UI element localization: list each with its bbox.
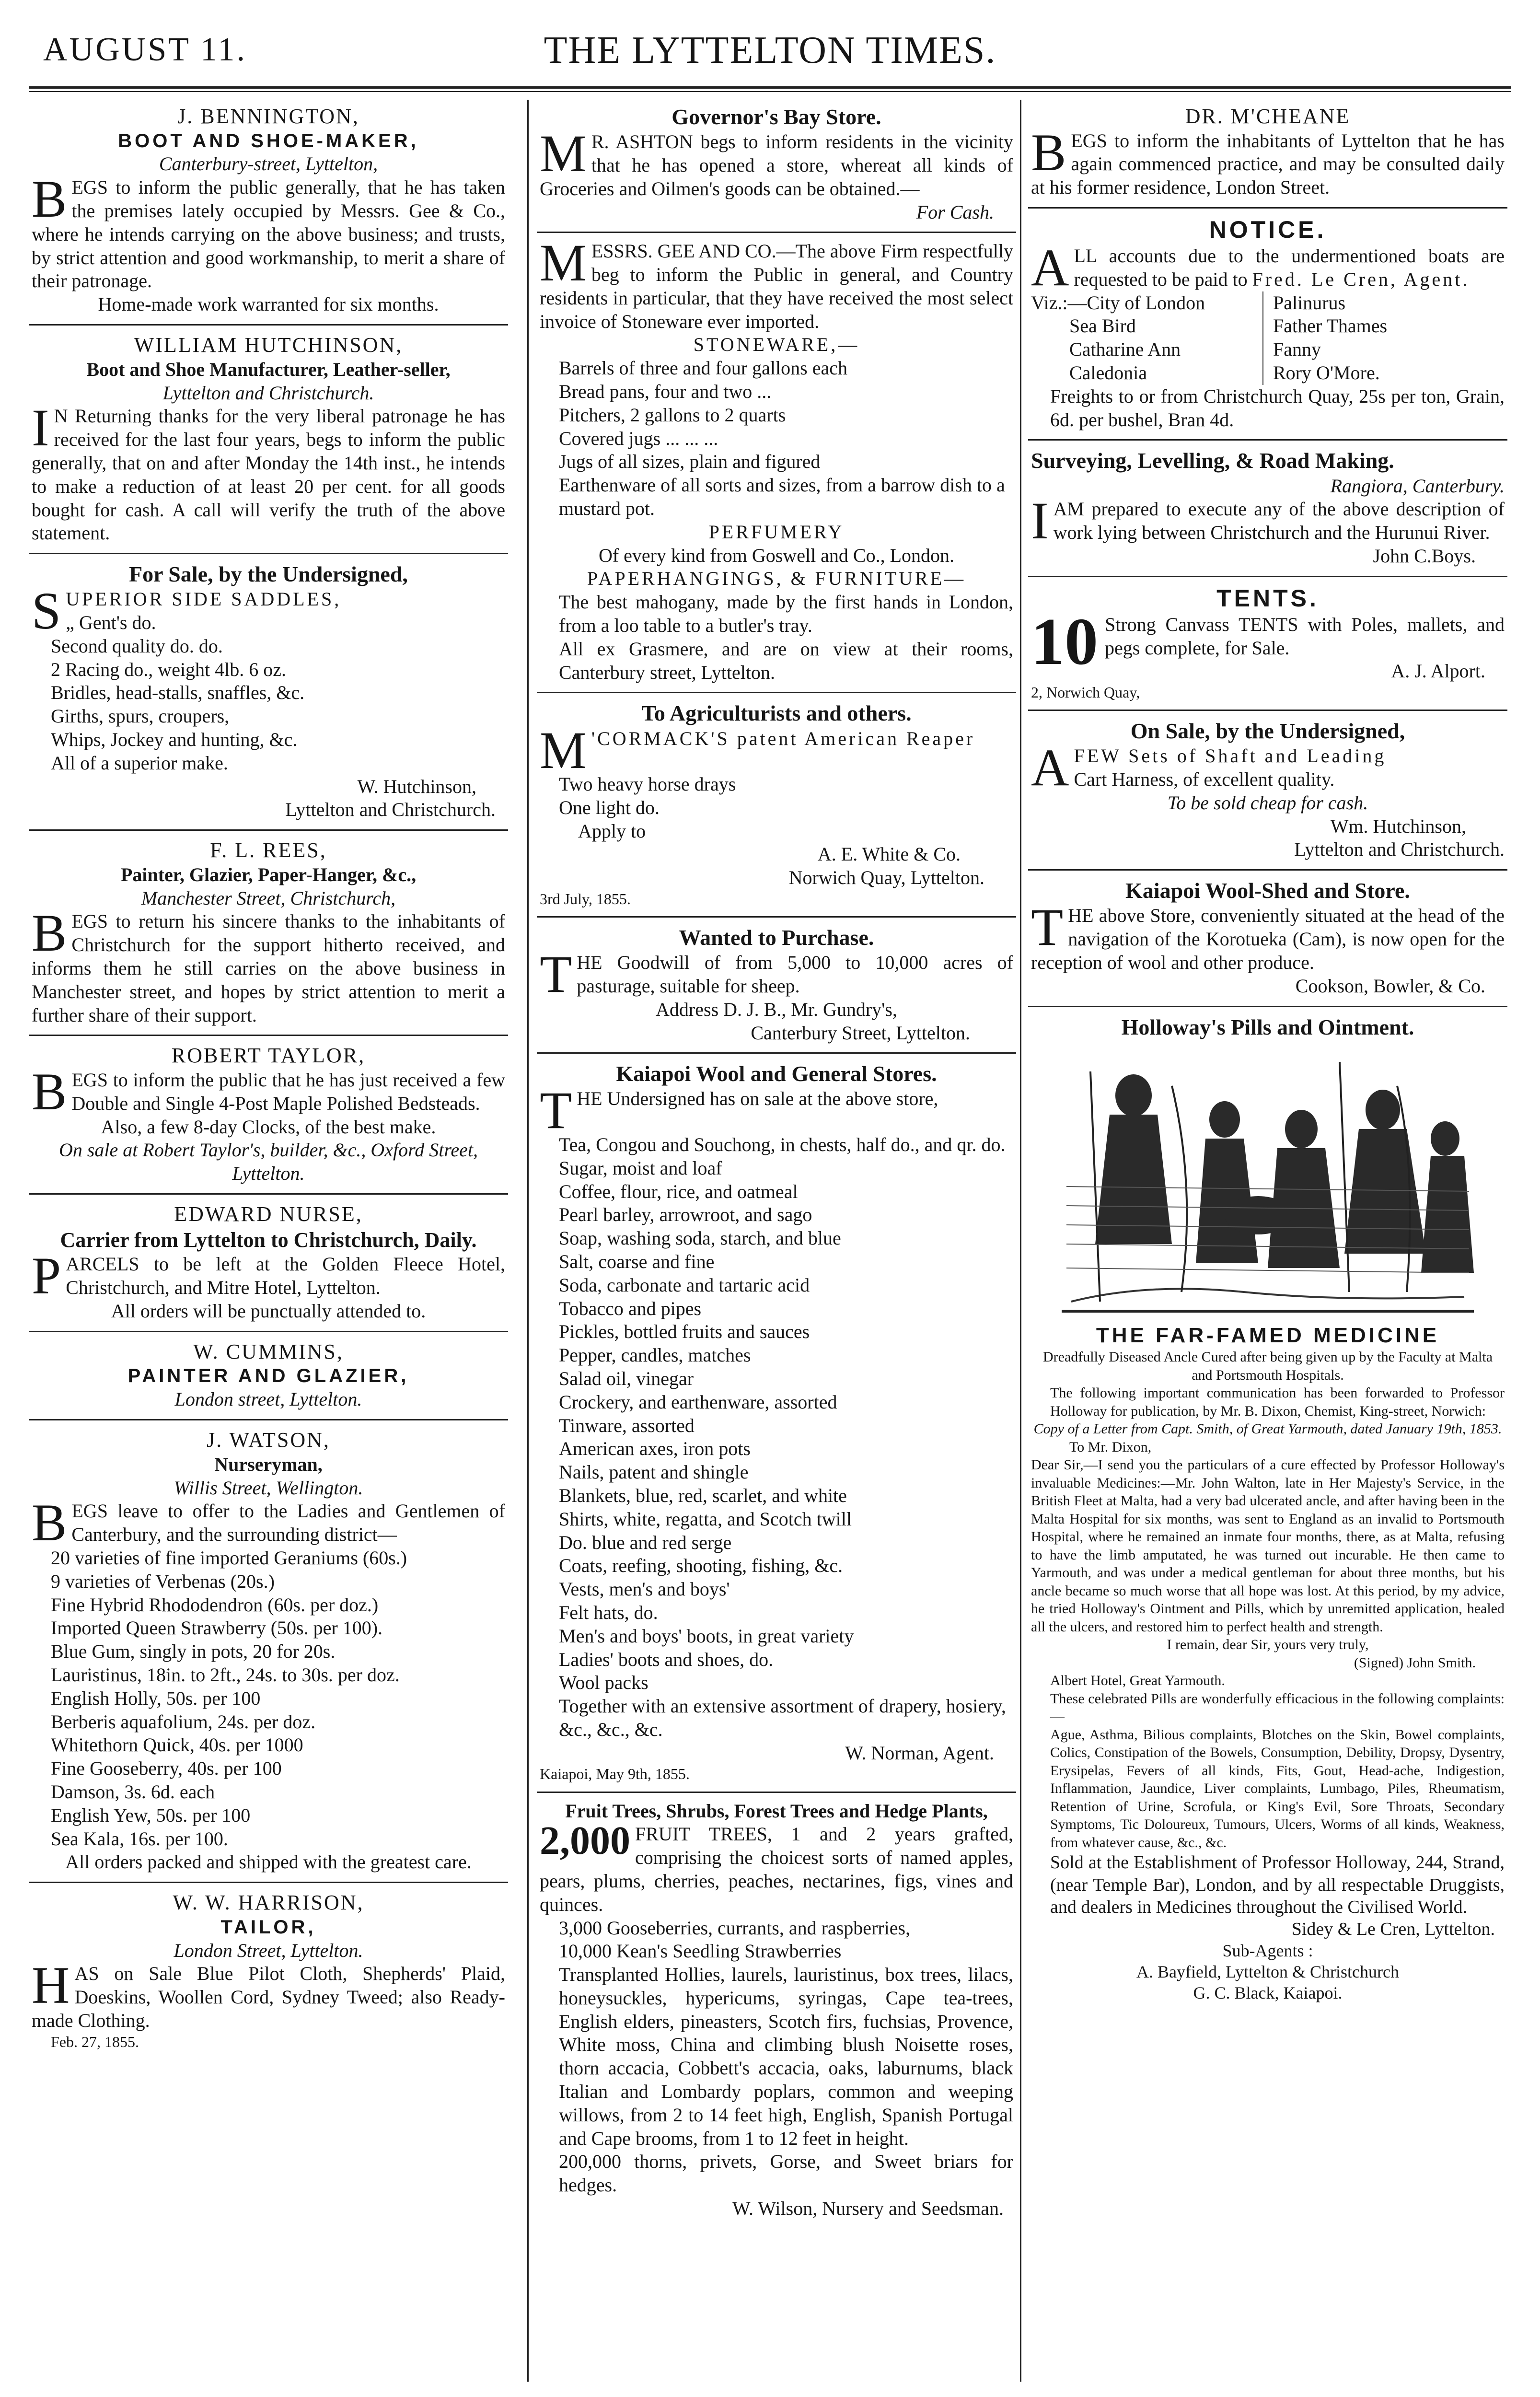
ad-first-line: UPERIOR SIDE SADDLES, xyxy=(66,588,342,610)
divider xyxy=(1028,439,1507,441)
ad-title: Kaiapoi Wool and General Stores. xyxy=(616,1061,937,1086)
ad-name: EDWARD NURSE, xyxy=(174,1202,363,1226)
drop-cap: H xyxy=(32,1956,70,2015)
list-item: Coffee, flour, rice, and oatmeal xyxy=(559,1180,798,1202)
ad-kaiapoi-stores xyxy=(537,1057,1016,1788)
ad-signature: A. J. Alport. xyxy=(1391,660,1485,682)
list-item: Earthenware of all sorts and sizes, from a barrow dish to a mustard pot. xyxy=(559,474,1005,520)
ad-name: W. CUMMINS, xyxy=(193,1339,344,1363)
ad-trade: Painter, Glazier, Paper-Hanger, &c., xyxy=(120,863,417,885)
divider xyxy=(29,829,508,831)
ad-address: Canterbury-street, Lyttelton, xyxy=(159,153,378,175)
ad-mcheane xyxy=(1028,100,1507,204)
ad-address: London Street, Lyttelton. xyxy=(174,1939,363,1961)
divider xyxy=(29,553,508,554)
list-item: Tobacco and pipes xyxy=(559,1297,702,1319)
ad-body: EGS to return his sincere thanks to the inhabitants of Christchurch for the support hitherto received, and informs them he still carries on the above business in Manchester street, and hopes by strict attention to merit a further share of their support. xyxy=(32,910,505,1026)
ad-address: Rangiora, Canterbury. xyxy=(1330,475,1505,497)
ad-signature: W. Wilson, Nursery and Seedsman. xyxy=(732,2198,1004,2220)
ad-gee xyxy=(537,233,1016,689)
column-3 xyxy=(1028,100,1507,2382)
list-item: 10,000 Kean's Seedling Strawberries xyxy=(559,1940,842,1962)
divider xyxy=(1028,207,1507,209)
ad-title: For Sale, by the Undersigned, xyxy=(129,562,408,587)
ad-title: Governor's Bay Store. xyxy=(672,105,881,129)
issue-date: AUGUST 11. xyxy=(43,31,247,68)
list-item: English Holly, 50s. per 100 xyxy=(51,1687,261,1709)
column-divider xyxy=(1020,100,1021,2382)
ad-agriculturists xyxy=(537,696,1016,913)
list-item: Vests, men's and boys' xyxy=(559,1578,730,1600)
boat-list xyxy=(1031,291,1505,385)
list-item: Pickles, bottled fruits and sauces xyxy=(559,1321,810,1343)
ad-body: EGS to inform the inhabitants of Lyttelton that he has again commenced practice, and may be consulted daily at his former residence, London Street. xyxy=(1031,129,1505,198)
list-item: Crockery, and earthenware, assorted xyxy=(559,1391,837,1413)
drop-cap: A xyxy=(1031,738,1069,797)
ad-first-line: 'CORMACK'S patent American Reaper xyxy=(591,727,975,749)
list-item: Wool packs xyxy=(559,1672,648,1694)
ad-holloway xyxy=(1028,1010,1507,2009)
drop-cap: A xyxy=(1031,238,1069,297)
ad-headline: THE FAR-FAMED MEDICINE xyxy=(1096,1323,1440,1347)
ad-title: On Sale, by the Undersigned, xyxy=(1130,719,1405,744)
list-item: Damson, 3s. 6d. each xyxy=(51,1780,215,1803)
drop-cap: B xyxy=(32,1493,67,1552)
ad-note: Copy of a Letter from Capt. Smith, of Great Yarmouth, dated January 19th, 1853. xyxy=(1033,1421,1502,1437)
ad-note: To be sold cheap for cash. xyxy=(1167,791,1368,814)
ad-signature: Lyttelton and Christchurch. xyxy=(285,799,496,821)
divider xyxy=(29,324,508,326)
letter-signature: (Signed) John Smith. xyxy=(1354,1654,1476,1671)
masthead-rule xyxy=(29,86,1511,89)
list-item: Sea Bird xyxy=(1069,315,1136,337)
column-2 xyxy=(537,100,1016,2382)
letter-body: Dear Sir,—I send you the particulars of a cure effected by Professor Holloway's invaluable Medicines:—Mr. John Walton, late in Her Majesty's Service, in the British Fleet at Malta, had a very bad ulcerated ancle, and after having been in the Malta Hospital for six months, was sent to England as an invalid to Portsmouth Hospital, where he remained an inmate four months, there, as at Malta, refusing to have the limb amputated, he was turned out incurable. He then came to Yarmouth, and was under a medical gentleman for about three months, but his ancle became so much worse that all hope was lost. At this period, by my advice, he tried Holloway's Ointment and Pills, which by unremitted application, healed all the ulcers, and restored him to perfect health and strength. xyxy=(1031,1457,1505,1635)
ad-trade: BOOT AND SHOE-MAKER, xyxy=(118,130,419,151)
ad-wanted xyxy=(537,920,1016,1049)
list-item: Fanny xyxy=(1273,338,1321,361)
drop-cap: I xyxy=(32,398,49,457)
engraving-illustration xyxy=(1052,1043,1483,1321)
ad-hutchinson xyxy=(29,328,508,550)
ad-name: J. WATSON, xyxy=(207,1428,330,1452)
large-number: 10 xyxy=(1031,604,1098,679)
list-item: City of London xyxy=(1087,291,1205,314)
divider xyxy=(1028,869,1507,871)
ad-body: HE above Store, conveniently situated at the head of the navigation of the Korotueka (Cam), is now open for the reception of wool and other produce. xyxy=(1031,905,1505,973)
ad-trade: Carrier from Lyttelton to Christchurch, Daily. xyxy=(60,1228,477,1252)
list-item: Girths, spurs, croupers, xyxy=(51,705,230,727)
ad-note: Freights to or from Christchurch Quay, 25s per ton, Grain, 6d. per bushel, Bran 4d. xyxy=(1050,385,1505,431)
viz-label: Viz.:— xyxy=(1031,291,1087,314)
list-item: Soap, washing soda, starch, and blue xyxy=(559,1227,841,1249)
list-item: One light do. xyxy=(559,796,660,818)
ad-woolshed xyxy=(1028,873,1507,1002)
ad-body: Cart Harness, of excellent quality. xyxy=(1074,768,1335,791)
ad-surveying xyxy=(1028,443,1507,572)
ad-name: W. W. HARRISON, xyxy=(173,1891,364,1915)
ad-trade: Nurseryman, xyxy=(214,1453,323,1475)
ad-title: TENTS. xyxy=(1216,584,1319,612)
divider xyxy=(29,1331,508,1332)
list-item: Jugs of all sizes, plain and figured xyxy=(559,451,821,473)
ad-name: WILLIAM HUTCHINSON, xyxy=(134,333,403,357)
list-item: Fine Hybrid Rhododendron (60s. per doz.) xyxy=(51,1594,379,1616)
ad-date: Feb. 27, 1855. xyxy=(51,2033,139,2050)
ad-title: Kaiapoi Wool-Shed and Store. xyxy=(1125,878,1410,903)
ad-address: London street, Lyttelton. xyxy=(174,1388,362,1410)
ad-body: AM prepared to execute any of the above description of work lying between Christchurch and the Hurunui River. xyxy=(1053,498,1505,544)
ad-body: The best mahogany, made by the first hands in London, from a loo table to a butler's tray. xyxy=(559,591,1013,637)
list-item: Bridles, head-stalls, snaffles, &c. xyxy=(51,682,305,704)
ad-body: EGS to inform the public that he has just received a few Double and Single 4-Post Maple Polished Bedsteads. xyxy=(71,1069,505,1114)
ad-body: 200,000 thorns, privets, Gorse, and Sweet briars for hedges. xyxy=(559,2151,1013,2196)
newspaper-page xyxy=(29,19,1511,2387)
drop-cap: S xyxy=(32,582,61,640)
list-item: Blankets, blue, red, scarlet, and white xyxy=(559,1484,847,1506)
ad-note: For Cash. xyxy=(916,201,994,223)
ad-cummins xyxy=(29,1335,508,1416)
ad-note: On sale at Robert Taylor's, builder, &c., Oxford Street, Lyttelton. xyxy=(58,1139,478,1185)
ad-subheadline: Dreadfully Diseased Ancle Cured after being given up by the Faculty at Malta and Portsmouth Hospitals. xyxy=(1042,1349,1493,1383)
ad-body: N Returning thanks for the very liberal patronage he has received for the last four years, begs to inform the public generally, that on and after Monday the 14th inst., he intends to make a reduction of at least 20 per cent. for all goods bought for cash. A call will verify the truth of the above statement. xyxy=(32,405,505,544)
ad-title: Fruit Trees, Shrubs, Forest Trees and Hedge Plants, xyxy=(565,1800,988,1822)
list-item: 2 Racing do., weight 4lb. 6 oz. xyxy=(51,658,287,680)
list-item: Salad oil, vinegar xyxy=(559,1367,694,1389)
ad-address: Canterbury Street, Lyttelton. xyxy=(751,1022,970,1044)
ad-body: AS on Sale Blue Pilot Cloth, Shepherds' Plaid, Doeskins, Woollen Cord, Sydney Tweed; also Ready-made Clothing. xyxy=(32,1963,505,2031)
list-item: 20 varieties of fine imported Geraniums (60s.) xyxy=(51,1547,407,1569)
divider xyxy=(29,1193,508,1195)
list-item: Together with an extensive assortment of drapery, hosiery, &c., &c., &c. xyxy=(559,1695,1006,1740)
list-item: Berberis aquafolium, 24s. per doz. xyxy=(51,1710,316,1733)
divider xyxy=(1028,710,1507,711)
ad-body: EGS leave to offer to the Ladies and Gentlemen of Canterbury, and the surrounding district— xyxy=(71,1500,505,1546)
drop-cap: T xyxy=(540,945,572,1004)
list-item: Sea Kala, 16s. per 100. xyxy=(51,1827,228,1850)
ad-harrison xyxy=(29,1886,508,2056)
ad-note: To Mr. Dixon, xyxy=(1069,1439,1152,1455)
ad-signature: Lyttelton and Christchurch. xyxy=(1294,838,1505,861)
list-item: Bread pans, four and two ... xyxy=(559,381,772,403)
divider xyxy=(29,1419,508,1420)
divider xyxy=(1028,576,1507,577)
drop-cap: M xyxy=(540,721,587,780)
ad-signature: Sidey & Le Cren, Lyttelton. xyxy=(1291,1919,1495,1940)
ad-body: HE Goodwill of from 5,000 to 10,000 acres of pasturage, suitable for sheep. xyxy=(577,952,1013,997)
drop-cap: T xyxy=(1031,898,1064,957)
ad-date: 3rd July, 1855. xyxy=(540,890,631,908)
list-item: Apply to xyxy=(578,820,646,842)
ad-date: Kaiapoi, May 9th, 1855. xyxy=(540,1765,690,1783)
ad-title: Wanted to Purchase. xyxy=(679,925,874,950)
ad-title: To Agriculturists and others. xyxy=(641,701,912,726)
ad-signature: A. Bayfield, Lyttelton & Christchurch xyxy=(1136,1962,1399,1981)
list-item: Felt hats, do. xyxy=(559,1601,658,1623)
list-item: Barrels of three and four gallons each xyxy=(559,357,847,379)
list-item: 3,000 Gooseberries, currants, and raspberries, xyxy=(559,1917,911,1939)
ad-address: Willis Street, Wellington. xyxy=(174,1477,363,1499)
ad-body: Strong Canvass TENTS with Poles, mallets, and pegs complete, for Sale. xyxy=(1105,613,1505,659)
ad-bennington xyxy=(29,100,508,321)
list-item: Whitethorn Quick, 40s. per 1000 xyxy=(51,1734,303,1756)
ad-note: All orders packed and shipped with the greatest care. xyxy=(65,1851,472,1873)
ad-fruit-trees xyxy=(537,1796,1016,2225)
list-item: Fine Gooseberry, 40s. per 100 xyxy=(51,1757,282,1780)
ad-saddles xyxy=(29,557,508,826)
ad-name: ROBERT TAYLOR, xyxy=(171,1044,366,1068)
list-item: Lauristinus, 18in. to 2ft., 24s. to 30s. per doz. xyxy=(51,1664,400,1686)
ad-signature: A. E. White & Co. xyxy=(817,843,961,865)
ad-body: Transplanted Hollies, laurels, lauristinus, box trees, lilacs, honeysuckles, hypericums, syringas, Cape tea-trees, English elders, pineasters, Scotch firs, fuchsias, Provence, White moss, China and climbing blush Noisette roses, thorn accacia, Cobbett's accacia, oaks, laburnums, black Italian and Lombardy poplars, common and weeping willows, from 2 to 14 feet high, English, Spanish Portugal and Cape brooms, from 1 to 12 feet in height. xyxy=(559,1964,1013,2149)
ad-note: Also, a few 8-day Clocks, of the best make. xyxy=(101,1116,436,1138)
drop-cap: M xyxy=(540,124,587,183)
list-item: English Yew, 50s. per 100 xyxy=(51,1804,251,1826)
drop-cap: P xyxy=(32,1246,61,1305)
ad-body: LL accounts due to the undermentioned boats are requested to be paid to xyxy=(1074,245,1505,290)
ad-signature: G. C. Black, Kaiapoi. xyxy=(1193,1983,1343,2002)
drop-cap: T xyxy=(540,1081,572,1140)
list-item: Men's and boys' boots, in great variety xyxy=(559,1625,854,1647)
ad-first-line: FEW Sets of Shaft and Leading xyxy=(1074,745,1387,767)
list-item: Do. blue and red serge xyxy=(559,1531,732,1553)
divider xyxy=(537,1792,1016,1793)
ad-taylor xyxy=(29,1039,508,1190)
list-item: All of a superior make. xyxy=(51,752,228,774)
list-item: Coats, reefing, shooting, fishing, &c. xyxy=(559,1555,843,1577)
ad-name: DR. M'CHEANE xyxy=(1185,105,1351,128)
ad-tents xyxy=(1028,580,1507,707)
list-item: Whips, Jockey and hunting, &c. xyxy=(51,728,298,750)
list-item: Second quality do. do. xyxy=(51,635,223,657)
list-item: Ladies' boots and shoes, do. xyxy=(559,1648,774,1670)
column-1 xyxy=(29,100,508,2382)
ad-signature: Norwich Quay, Lyttelton. xyxy=(788,867,984,889)
ad-first-line: HE Undersigned has on sale at the above store, xyxy=(577,1088,938,1110)
ad-body: R. ASHTON begs to inform residents in the vicinity that he has opened a store, whereat all kinds of Groceries and Oilmen's goods can be obtained.— xyxy=(540,131,1013,199)
list-item: Caledonia xyxy=(1069,362,1147,384)
drop-cap: M xyxy=(540,233,587,292)
ad-notice xyxy=(1028,211,1507,436)
ad-note: All orders will be punctually attended to. xyxy=(111,1300,426,1322)
list-item: 9 varieties of Verbenas (20s.) xyxy=(51,1570,275,1592)
list-item: Rory O'More. xyxy=(1273,362,1380,384)
ad-trade: PAINTER AND GLAZIER, xyxy=(127,1365,409,1387)
ad-body: Sold at the Establishment of Professor Holloway, 244, Strand, (near Temple Bar), London, and by all respectable Druggists, and dealers in Medicines throughout the Civilised World. xyxy=(1050,1852,1505,1918)
drop-cap: B xyxy=(1031,123,1066,182)
list-item: Pepper, candles, matches xyxy=(559,1344,751,1366)
masthead-title: THE LYTTELTON TIMES. xyxy=(544,29,996,71)
ad-title: NOTICE. xyxy=(1209,216,1327,244)
masthead-rule-thin xyxy=(29,91,1511,92)
ad-address: 2, Norwich Quay, xyxy=(1031,684,1140,701)
divider xyxy=(537,692,1016,693)
ad-name: J. BENNINGTON, xyxy=(177,105,359,128)
ad-address: Manchester Street, Christchurch, xyxy=(141,887,396,909)
ad-harness xyxy=(1028,714,1507,866)
ad-watson xyxy=(29,1423,508,1879)
list-item: Shirts, white, regatta, and Scotch twill xyxy=(559,1508,852,1530)
list-item: Two heavy horse drays xyxy=(559,773,736,795)
list-item: Sugar, moist and loaf xyxy=(559,1157,722,1179)
ad-nurse xyxy=(29,1198,508,1328)
divider xyxy=(537,232,1016,233)
list-item: Nails, patent and shingle xyxy=(559,1461,749,1483)
ad-name: F. L. REES, xyxy=(210,838,327,862)
ad-rees xyxy=(29,834,508,1032)
complaints-list: Ague, Asthma, Bilious complaints, Blotches on the Skin, Bowel complaints, Colics, Constipation of the Bowels, Consumption, Debility, Dropsy, Dysentry, Erysipelas, Fevers of all kinds, Fits, Gout, Head-ache, Indigestion, Inflammation, Jaundice, Liver complaints, Lumbago, Piles, Rheumatism, Retention of Urine, Scrofula, or King's Evil, Sore Throats, Secondary Symptoms, Tic Doloureux, Tumours, Ulcers, Worms of all kinds, Weakness, from whatever cause, &c., &c. xyxy=(1050,1726,1505,1850)
ad-title: Surveying, Levelling, & Road Making. xyxy=(1031,448,1394,473)
ad-signature: Wm. Hutchinson, xyxy=(1330,815,1466,837)
list-item: Catharine Ann xyxy=(1069,338,1181,361)
ad-signature: Cookson, Bowler, & Co. xyxy=(1295,975,1485,997)
ad-title: Holloway's Pills and Ointment. xyxy=(1121,1014,1414,1039)
list-item: Soda, carbonate and tartaric acid xyxy=(559,1274,810,1296)
list-item: Pearl barley, arrowroot, and sago xyxy=(559,1204,812,1226)
list-item: Pitchers, 2 gallons to 2 quarts xyxy=(559,404,786,426)
ad-address: Lyttelton and Christchurch. xyxy=(162,382,374,404)
ad-body: FRUIT TREES, 1 and 2 years grafted, comprising the choicest sorts of named apples, pears, plums, cherries, peaches, nectarines, figs, vines and quinces. xyxy=(540,1823,1013,1915)
divider xyxy=(29,1035,508,1036)
ad-trade: TAILOR, xyxy=(220,1916,316,1938)
drop-cap: I xyxy=(1031,491,1049,550)
ad-body: The following important communication has been forwarded to Professor Holloway for publication, by Mr. B. Dixon, Chemist, King-street, Norwich: xyxy=(1050,1385,1505,1419)
ad-body: All ex Grasmere, and are on view at their rooms, Canterbury street, Lyttelton. xyxy=(559,638,1013,683)
ad-signature: W. Norman, Agent. xyxy=(845,1742,994,1764)
ad-address: Address D. J. B., Mr. Gundry's, xyxy=(656,998,897,1020)
section-heading: PAPERHANGINGS, & FURNITURE— xyxy=(587,568,966,590)
ad-note: Sub-Agents : xyxy=(1222,1941,1313,1960)
section-heading: STONEWARE,— xyxy=(693,334,860,356)
list-item: Father Thames xyxy=(1273,315,1388,337)
ad-body: These celebrated Pills are wonderfully efficacious in the following complaints:— xyxy=(1050,1690,1505,1725)
list-item: Tea, Congou and Souchong, in chests, half do., and qr. do. xyxy=(559,1133,1006,1155)
drop-cap: B xyxy=(32,1062,67,1121)
ad-body: EGS to inform the public generally, that he has taken the premises lately occupied by Messrs. Gee & Co., where he intends carrying on the above business; and trusts, by strict attention and good workmanship, to merit a share of their patronage. xyxy=(32,176,505,292)
large-number: 2,000 xyxy=(540,1818,630,1863)
ad-governors-bay xyxy=(537,100,1016,229)
ad-trade: Boot and Shoe Manufacturer, Leather-seller, xyxy=(86,358,451,380)
ad-note: Of every kind from Goswell and Co., London. xyxy=(598,544,955,566)
ad-body: ESSRS. GEE AND CO.—The above Firm respectfully beg to inform the Public in general, and Country residents in particular, that they have received the most select invoice of Stoneware ever imported. xyxy=(540,240,1013,332)
column-divider xyxy=(527,100,529,2382)
list-item: Imported Queen Strawberry (50s. per 100). xyxy=(51,1617,383,1639)
divider xyxy=(537,916,1016,918)
divider xyxy=(537,1052,1016,1054)
letter-close: I remain, dear Sir, yours very truly, xyxy=(1167,1637,1369,1653)
list-item: Blue Gum, singly in pots, 20 for 20s. xyxy=(51,1641,336,1663)
section-heading: PERFUMERY xyxy=(708,521,845,543)
ad-body: ARCELS to be left at the Golden Fleece Hotel, Christchurch, and Mitre Hotel, Lyttelton. xyxy=(66,1253,505,1299)
ad-signature: W. Hutchinson, xyxy=(357,775,476,797)
list-item: „ Gent's do. xyxy=(66,612,156,633)
ad-signature: John C.Boys. xyxy=(1373,545,1476,567)
list-item: Palinurus xyxy=(1273,291,1346,314)
drop-cap: B xyxy=(32,904,67,963)
divider xyxy=(1028,1006,1507,1007)
ad-signature: Fred. Le Cren, Agent. xyxy=(1252,268,1470,290)
ad-note: Home-made work warranted for six months. xyxy=(98,293,439,315)
list-item: Tinware, assorted xyxy=(559,1414,695,1436)
drop-cap: B xyxy=(32,170,67,229)
list-item: Salt, coarse and fine xyxy=(559,1250,715,1272)
divider xyxy=(29,1882,508,1883)
list-item: American axes, iron pots xyxy=(559,1438,751,1460)
list-item: Covered jugs ... ... ... xyxy=(559,427,718,449)
letter-address: Albert Hotel, Great Yarmouth. xyxy=(1050,1673,1225,1689)
